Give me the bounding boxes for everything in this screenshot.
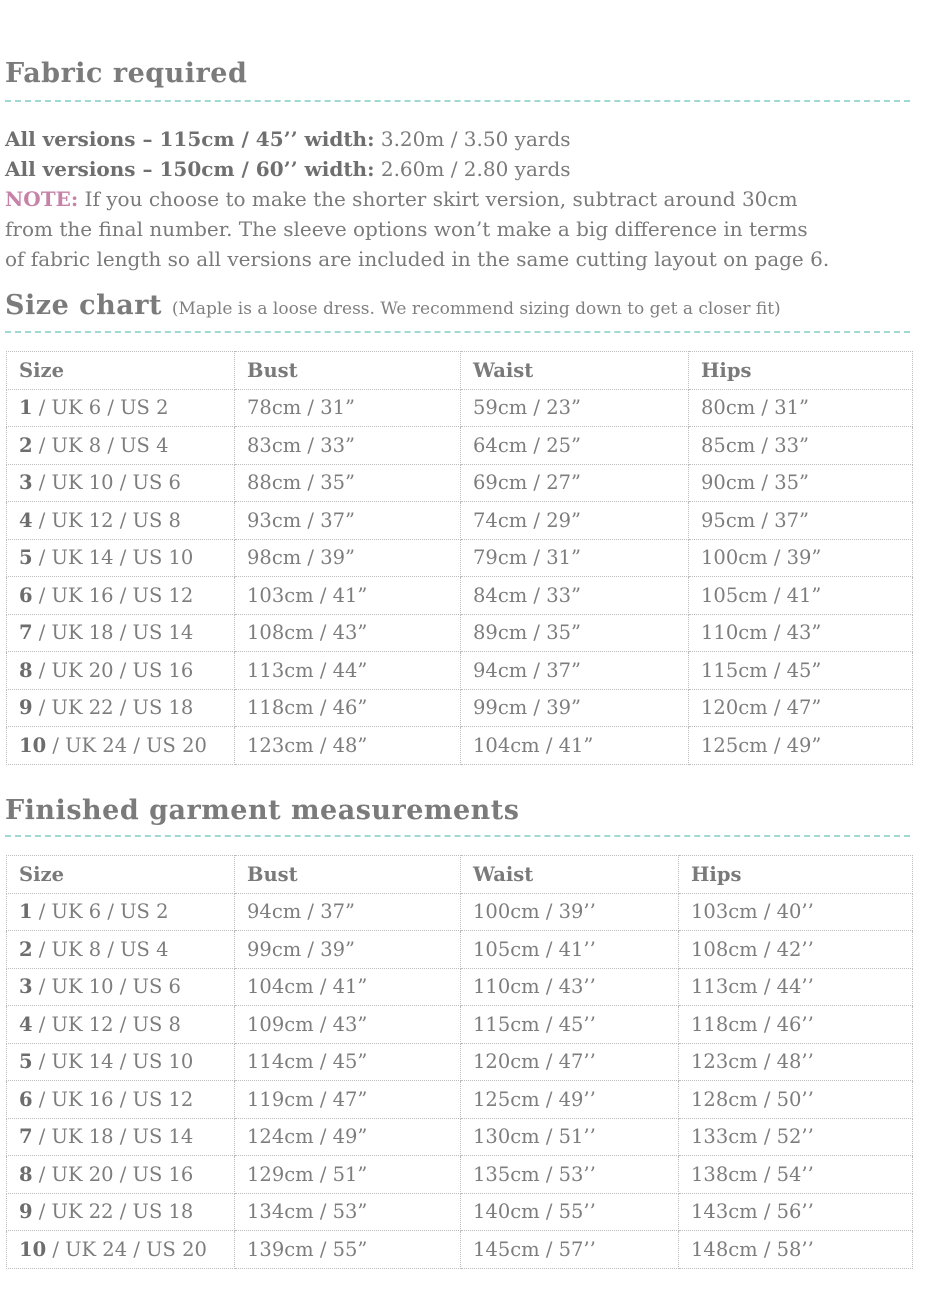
size-chart-cell-waist: 74cm / 29” [461,502,689,540]
size-chart-row [7,502,913,540]
finished-cell-bust: 124cm / 49” [235,1118,461,1156]
size-chart-size-label: / UK 10 / US 6 [32,471,181,495]
finished-size-label: / UK 18 / US 14 [32,1125,194,1149]
finished-cell-bust: 134cm / 53” [235,1193,461,1231]
size-chart-size-number: 5 [19,546,33,570]
finished-cell-bust: 114cm / 45” [235,1043,461,1081]
size-chart-size-label: / UK 6 / US 2 [32,396,169,420]
size-chart-table [6,351,913,765]
finished-row [7,1156,913,1194]
finished-cell-waist: 100cm / 39’’ [461,893,679,931]
size-chart-cell-size [7,464,235,502]
size-chart-size-label: / UK 8 / US 4 [32,433,169,457]
finished-header-size: Size [7,856,235,894]
finished-row [7,1231,913,1269]
size-chart-cell-waist: 64cm / 25” [461,427,689,465]
finished-cell-waist: 130cm / 51’’ [461,1118,679,1156]
size-chart-row [7,577,913,615]
size-chart-size-number: 9 [19,696,33,720]
size-chart-size-number: 10 [19,733,47,757]
size-chart-cell-bust: 113cm / 44” [235,652,461,690]
finished-cell-waist: 120cm / 47’’ [461,1043,679,1081]
size-chart-title: Size chart [5,290,162,321]
size-chart-cell-hips: 125cm / 49” [689,727,913,765]
fabric-line-115-label: All versions – 115cm / 45’’ width: [5,127,375,151]
finished-cell-size [7,1043,235,1081]
finished-cell-bust: 129cm / 51” [235,1156,461,1194]
size-chart-cell-size [7,577,235,615]
finished-cell-bust: 94cm / 37” [235,893,461,931]
size-chart-cell-bust: 98cm / 39” [235,539,461,577]
finished-cell-hips: 113cm / 44’’ [679,968,913,1006]
size-chart-size-number: 8 [19,658,33,682]
finished-cell-waist: 140cm / 55’’ [461,1193,679,1231]
size-chart-header-hips: Hips [689,352,913,390]
size-chart-size-number: 6 [19,583,33,607]
size-chart-cell-size [7,652,235,690]
size-chart-cell-bust: 108cm / 43” [235,614,461,652]
finished-cell-hips: 143cm / 56’’ [679,1193,913,1231]
size-chart-cell-size [7,727,235,765]
finished-cell-bust: 139cm / 55” [235,1231,461,1269]
size-chart-size-number: 7 [19,621,33,645]
finished-size-number: 10 [19,1237,47,1261]
finished-size-number: 9 [19,1200,33,1224]
note-label: NOTE: [5,187,79,211]
finished-size-number: 3 [19,975,33,999]
finished-cell-size [7,1231,235,1269]
size-chart-size-label: / UK 20 / US 16 [32,658,194,682]
size-chart-cell-hips: 110cm / 43” [689,614,913,652]
size-chart-cell-bust: 103cm / 41” [235,577,461,615]
finished-row [7,1043,913,1081]
finished-cell-waist: 145cm / 57’’ [461,1231,679,1269]
size-chart-row [7,727,913,765]
finished-cell-bust: 104cm / 41” [235,968,461,1006]
finished-table [6,855,913,1269]
size-chart-cell-waist: 89cm / 35” [461,614,689,652]
finished-row [7,893,913,931]
size-chart-header-size: Size [7,352,235,390]
size-chart-cell-hips: 115cm / 45” [689,652,913,690]
finished-size-number: 7 [19,1125,33,1149]
size-chart-cell-waist: 104cm / 41” [461,727,689,765]
fabric-divider [5,100,910,102]
size-chart-row [7,464,913,502]
size-chart-cell-waist: 99cm / 39” [461,689,689,727]
fabric-line-115-value: 3.20m / 3.50 yards [380,127,571,151]
fabric-line-150 [5,154,571,184]
fabric-note-line-1 [5,184,798,214]
finished-header-waist: Waist [461,856,679,894]
size-chart-size-number: 2 [19,433,33,457]
size-chart-size-number: 4 [19,508,33,532]
size-chart-size-number: 3 [19,471,33,495]
fabric-line-150-label: All versions – 150cm / 60’’ width: [5,157,375,181]
finished-divider [5,835,910,837]
size-chart-cell-size [7,427,235,465]
finished-size-label: / UK 6 / US 2 [32,900,169,924]
finished-cell-bust: 99cm / 39” [235,931,461,969]
finished-cell-waist: 125cm / 49’’ [461,1081,679,1119]
finished-cell-hips: 123cm / 48’’ [679,1043,913,1081]
fabric-required-heading: Fabric required [5,58,248,89]
size-chart-cell-size [7,389,235,427]
finished-size-label: / UK 24 / US 20 [46,1237,207,1261]
finished-heading: Finished garment measurements [5,795,520,826]
size-chart-row [7,389,913,427]
finished-cell-bust: 119cm / 47” [235,1081,461,1119]
size-chart-cell-hips: 120cm / 47” [689,689,913,727]
size-chart-cell-hips: 100cm / 39” [689,539,913,577]
size-chart-size-label: / UK 22 / US 18 [32,696,194,720]
finished-row [7,1118,913,1156]
finished-size-number: 2 [19,937,33,961]
size-chart-cell-hips: 95cm / 37” [689,502,913,540]
finished-cell-size [7,1081,235,1119]
size-chart-cell-size [7,689,235,727]
size-chart-cell-waist: 79cm / 31” [461,539,689,577]
size-chart-cell-bust: 118cm / 46” [235,689,461,727]
finished-row [7,1081,913,1119]
finished-size-number: 1 [19,900,33,924]
size-chart-cell-bust: 78cm / 31” [235,389,461,427]
finished-header-hips: Hips [679,856,913,894]
finished-size-label: / UK 14 / US 10 [32,1050,194,1074]
size-chart-cell-waist: 94cm / 37” [461,652,689,690]
finished-cell-hips: 133cm / 52’’ [679,1118,913,1156]
size-chart-cell-size [7,502,235,540]
finished-cell-hips: 118cm / 46’’ [679,1006,913,1044]
finished-size-number: 4 [19,1012,33,1036]
finished-size-label: / UK 8 / US 4 [32,937,169,961]
size-chart-cell-size [7,539,235,577]
size-chart-size-label: / UK 12 / US 8 [32,508,181,532]
finished-cell-hips: 103cm / 40’’ [679,893,913,931]
size-chart-cell-waist: 69cm / 27” [461,464,689,502]
finished-cell-size [7,1156,235,1194]
fabric-line-115 [5,124,571,154]
size-chart-cell-bust: 88cm / 35” [235,464,461,502]
size-chart-row [7,427,913,465]
size-chart-cell-hips: 80cm / 31” [689,389,913,427]
size-chart-size-label: / UK 16 / US 12 [32,583,194,607]
size-chart-row [7,652,913,690]
size-chart-size-label: / UK 24 / US 20 [46,733,207,757]
finished-cell-waist: 135cm / 53’’ [461,1156,679,1194]
size-chart-cell-bust: 123cm / 48” [235,727,461,765]
finished-cell-waist: 115cm / 45’’ [461,1006,679,1044]
finished-size-label: / UK 22 / US 18 [32,1200,194,1224]
size-chart-divider [5,331,910,333]
size-chart-cell-bust: 83cm / 33” [235,427,461,465]
size-chart-size-label: / UK 18 / US 14 [32,621,194,645]
finished-cell-waist: 110cm / 43’’ [461,968,679,1006]
size-chart-header-row [7,352,913,390]
finished-cell-hips: 138cm / 54’’ [679,1156,913,1194]
note-text-1: If you choose to make the shorter skirt version, subtract around 30cm [84,187,798,211]
finished-size-number: 8 [19,1162,33,1186]
size-chart-cell-hips: 105cm / 41” [689,577,913,615]
finished-size-number: 5 [19,1050,33,1074]
finished-header-row [7,856,913,894]
fabric-note-line-2: from the final number. The sleeve options won’t make a big difference in terms [5,217,808,241]
size-chart-cell-hips: 90cm / 35” [689,464,913,502]
finished-size-label: / UK 20 / US 16 [32,1162,194,1186]
finished-cell-size [7,931,235,969]
finished-cell-size [7,1118,235,1156]
size-chart-row [7,689,913,727]
size-chart-cell-waist: 59cm / 23” [461,389,689,427]
finished-cell-hips: 148cm / 58’’ [679,1231,913,1269]
size-chart-cell-hips: 85cm / 33” [689,427,913,465]
finished-row [7,1006,913,1044]
finished-size-number: 6 [19,1087,33,1111]
size-chart-cell-waist: 84cm / 33” [461,577,689,615]
finished-cell-waist: 105cm / 41’’ [461,931,679,969]
fabric-line-150-value: 2.60m / 2.80 yards [380,157,571,181]
finished-cell-size [7,1006,235,1044]
finished-header-bust: Bust [235,856,461,894]
size-chart-size-number: 1 [19,396,33,420]
size-chart-size-label: / UK 14 / US 10 [32,546,194,570]
finished-row [7,1193,913,1231]
finished-row [7,968,913,1006]
size-chart-row [7,539,913,577]
finished-cell-hips: 128cm / 50’’ [679,1081,913,1119]
finished-cell-bust: 109cm / 43” [235,1006,461,1044]
finished-row [7,931,913,969]
fabric-note-line-3: of fabric length so all versions are included in the same cutting layout on page 6. [5,247,830,271]
size-chart-cell-size [7,614,235,652]
finished-cell-size [7,968,235,1006]
size-chart-header-waist: Waist [461,352,689,390]
finished-size-label: / UK 16 / US 12 [32,1087,194,1111]
size-chart-heading [5,290,781,321]
finished-size-label: / UK 12 / US 8 [32,1012,181,1036]
finished-cell-size [7,1193,235,1231]
size-chart-row [7,614,913,652]
size-chart-header-bust: Bust [235,352,461,390]
size-chart-cell-bust: 93cm / 37” [235,502,461,540]
finished-size-label: / UK 10 / US 6 [32,975,181,999]
finished-cell-hips: 108cm / 42’’ [679,931,913,969]
finished-cell-size [7,893,235,931]
size-chart-note: (Maple is a loose dress. We recommend sizing down to get a closer fit) [171,299,781,319]
